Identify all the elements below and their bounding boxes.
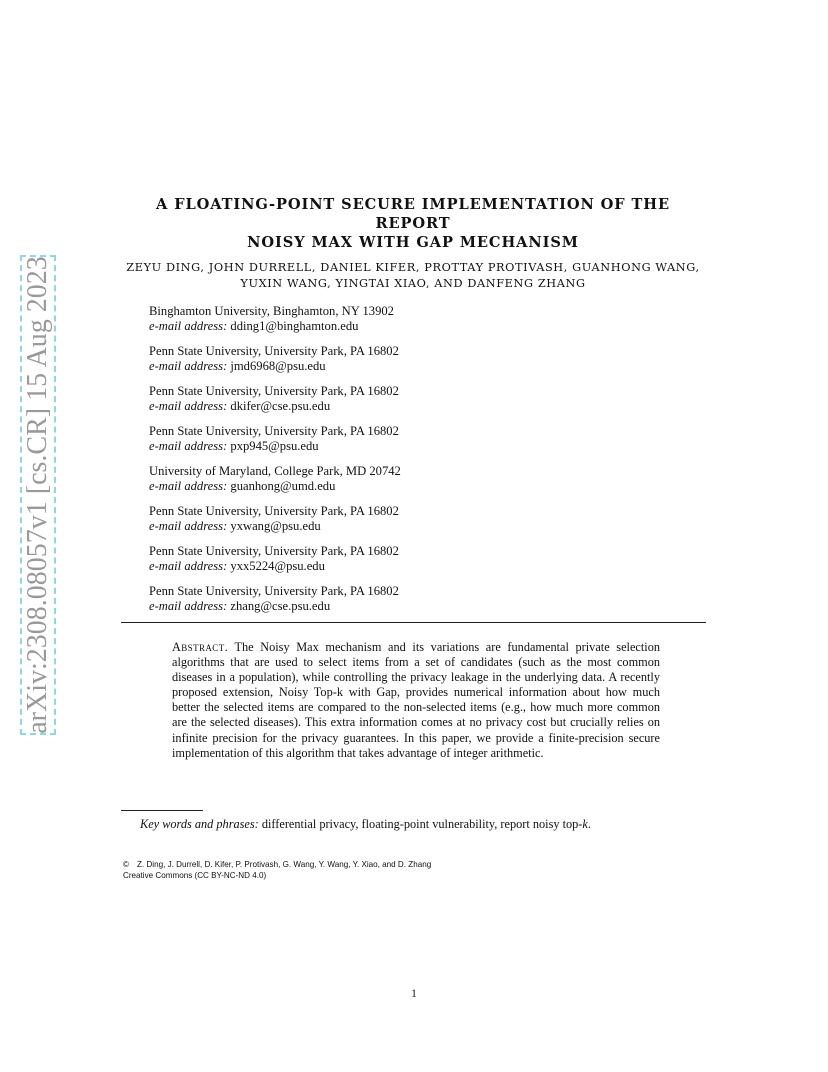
title-line-2: NOISY MAX WITH GAP MECHANISM [247,234,579,251]
email-label: e-mail address: [149,399,228,413]
author-list [118,260,708,292]
footnote-divider [121,810,203,811]
affiliation-entry [149,584,619,624]
affiliation-email: guanhong@umd.edu [230,479,336,493]
email-label: e-mail address: [149,359,228,373]
affiliation-email-line [149,359,619,374]
affiliation-institution: Penn State University, University Park, PA 16802 [149,584,399,598]
header-divider [121,622,706,623]
keywords-text: differential privacy, floating-point vulnerability, report noisy top- [261,817,583,831]
affiliation-email-line [149,599,619,614]
affiliation-entry [149,544,619,584]
affiliation-entry [149,304,619,344]
authors-line-2: YUXIN WANG, YINGTAI XIAO, AND DANFENG ZHANG [240,277,586,290]
copyright-license: Creative Commons (CC BY-NC-ND 4.0) [123,871,267,880]
keywords-line [140,817,700,832]
affiliation-institution: Penn State University, University Park, PA 16802 [149,384,399,398]
affiliation-institution: Penn State University, University Park, PA 16802 [149,344,399,358]
affiliation-list [149,304,619,624]
affiliation-email-line [149,399,619,414]
title-line-1: A FLOATING-POINT SECURE IMPLEMENTATION OF THE REPORT [156,196,670,232]
affiliation-email: zhang@cse.psu.edu [230,599,331,613]
affiliation-email: yxwang@psu.edu [230,519,321,533]
copyright-symbol: © [123,860,129,869]
affiliation-email: yxx5224@psu.edu [230,559,325,573]
email-label: e-mail address: [149,599,228,613]
paper-title [118,195,708,252]
email-label: e-mail address: [149,559,228,573]
affiliation-entry [149,464,619,504]
affiliation-institution: Penn State University, University Park, PA 16802 [149,424,399,438]
keywords-label: Key words and phrases: [140,817,259,831]
abstract-heading: Abstract. [172,640,229,654]
affiliation-institution: University of Maryland, College Park, MD 20742 [149,464,401,478]
abstract-text: The Noisy Max mechanism and its variations are fundamental private selection algorithms that are used to select items from a set of candidates (such as the most common diseases in a population), while controlling the privacy leakage in the underlying data. A recently proposed extension, Noisy Top-k with Gap, provides numerical information about how much better the selected items are compared to the non-selected items (e.g., how much more common are the selected diseases). This extra information comes at no privacy cost but crucially relies on infinite precision for the privacy guarantees. In this paper, we provide a finite-precision secure implementation of this algorithm that takes advantage of integer arithmetic. [172,640,660,760]
affiliation-institution: Binghamton University, Binghamton, NY 13902 [149,304,394,318]
affiliation-entry [149,424,619,464]
affiliation-email: jmd6968@psu.edu [230,359,326,373]
affiliation-institution: Penn State University, University Park, PA 16802 [149,504,399,518]
affiliation-entry [149,384,619,424]
affiliation-entry [149,344,619,384]
affiliation-email-line [149,439,619,454]
authors-line-1: ZEYU DING, JOHN DURRELL, DANIEL KIFER, PROTTAY PROTIVASH, GUANHONG WANG, [126,261,700,274]
email-label: e-mail address: [149,519,228,533]
affiliation-email: dkifer@cse.psu.edu [230,399,331,413]
abstract [172,640,660,761]
affiliation-email: pxp945@psu.edu [230,439,319,453]
affiliation-institution: Penn State University, University Park, PA 16802 [149,544,399,558]
affiliation-email-line [149,319,619,334]
copyright-line [123,859,543,870]
page-number: 1 [411,988,417,1000]
keywords-end: . [587,817,591,831]
affiliation-entry [149,504,619,544]
copyright-authors: Z. Ding, J. Durrell, D. Kifer, P. Protivash, G. Wang, Y. Wang, Y. Xiao, and D. Zhang [137,860,432,869]
email-label: e-mail address: [149,439,228,453]
arxiv-identifier-stamp: arXiv:2308.08057v1 [cs.CR] 15 Aug 2023 [20,255,56,735]
affiliation-email: dding1@binghamton.edu [230,319,359,333]
keywords-k: k [582,817,588,831]
affiliation-email-line [149,559,619,574]
email-label: e-mail address: [149,319,228,333]
email-label: e-mail address: [149,479,228,493]
affiliation-email-line [149,479,619,494]
affiliation-email-line [149,519,619,534]
copyright-notice [123,859,543,881]
